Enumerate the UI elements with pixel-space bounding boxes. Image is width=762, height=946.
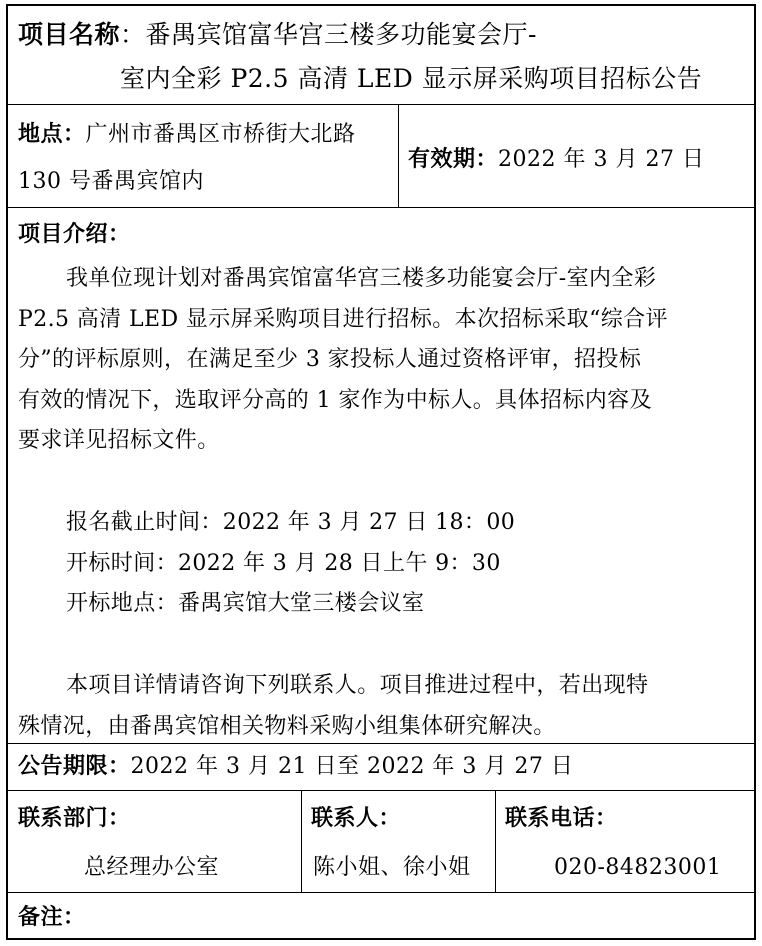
location-line2: 130 号番禺宾馆内	[18, 169, 204, 194]
intro-line: 要求详见招标文件。	[18, 428, 220, 453]
row-divider	[8, 892, 754, 893]
remarks-label: 备注：	[18, 905, 86, 930]
intro-label: 项目介绍：	[18, 222, 131, 247]
intro-line: 有效的情况下，选取评分高的 1 家作为中标人。具体招标内容及	[18, 387, 652, 413]
notice-period-label: 公告期限：	[18, 754, 131, 779]
contact-phone-label: 联系电话：	[505, 806, 618, 831]
row-divider	[8, 207, 754, 208]
intro-line: 分”的评标原则，在满足至少 3 家投标人通过资格评审，招投标	[18, 347, 642, 372]
location-label: 地点：	[18, 122, 86, 147]
notice-period-value: 2022 年 3 月 21 日至 2022 年 3 月 27 日	[130, 754, 574, 779]
closing-paragraph	[18, 666, 648, 747]
row-divider	[8, 743, 754, 744]
contact-person-label: 联系人：	[311, 806, 402, 831]
location-line1	[18, 122, 356, 148]
intro-paragraph	[18, 259, 668, 462]
intro-line: 我单位现计划对番禺宾馆富华宫三楼多功能宴会厅-室内全彩	[66, 266, 657, 291]
contact-dept-value: 总经理办公室	[84, 855, 220, 880]
location-value: 广州市番禺区市桥街大北路	[85, 122, 356, 147]
contact-dept-label: 联系部门：	[18, 806, 131, 831]
validity-label: 有效期：	[408, 147, 499, 172]
schedule-list	[66, 503, 515, 625]
closing-line: 殊情况，由番禺宾馆相关物料采购小组集体研究解决。	[18, 713, 556, 739]
project-title-line1: 项目名称：番禺宾馆富华宫三楼多功能宴会厅-	[18, 20, 537, 49]
opening-location: 开标地点：番禺宾馆大堂三楼会议室	[66, 591, 425, 616]
row-divider	[8, 790, 754, 791]
column-divider	[398, 104, 399, 207]
registration-deadline: 报名截止时间：2022 年 3 月 27 日 18：00	[66, 510, 516, 535]
contact-phone-value: 020-84823001	[554, 855, 722, 880]
row-divider	[8, 104, 754, 105]
closing-line: 本项目详情请咨询下列联系人。项目推进过程中，若出现特	[66, 673, 649, 698]
validity-value: 2022 年 3 月 27 日	[498, 147, 705, 172]
notice-period	[18, 754, 573, 780]
contact-person-value: 陈小姐、徐小姐	[313, 855, 471, 880]
column-divider	[495, 790, 496, 892]
project-name-label: 项目名称	[18, 20, 121, 49]
project-title-line2: 室内全彩 P2.5 高清 LED 显示屏采购项目招标公告	[120, 64, 703, 93]
intro-line: P2.5 高清 LED 显示屏采购项目进行招标。本次招标采取“综合评	[18, 306, 668, 332]
column-divider	[301, 790, 302, 892]
opening-time: 开标时间：2022 年 3 月 28 日上午 9：30	[66, 550, 501, 576]
tender-notice-table	[6, 4, 756, 940]
validity	[408, 147, 704, 173]
